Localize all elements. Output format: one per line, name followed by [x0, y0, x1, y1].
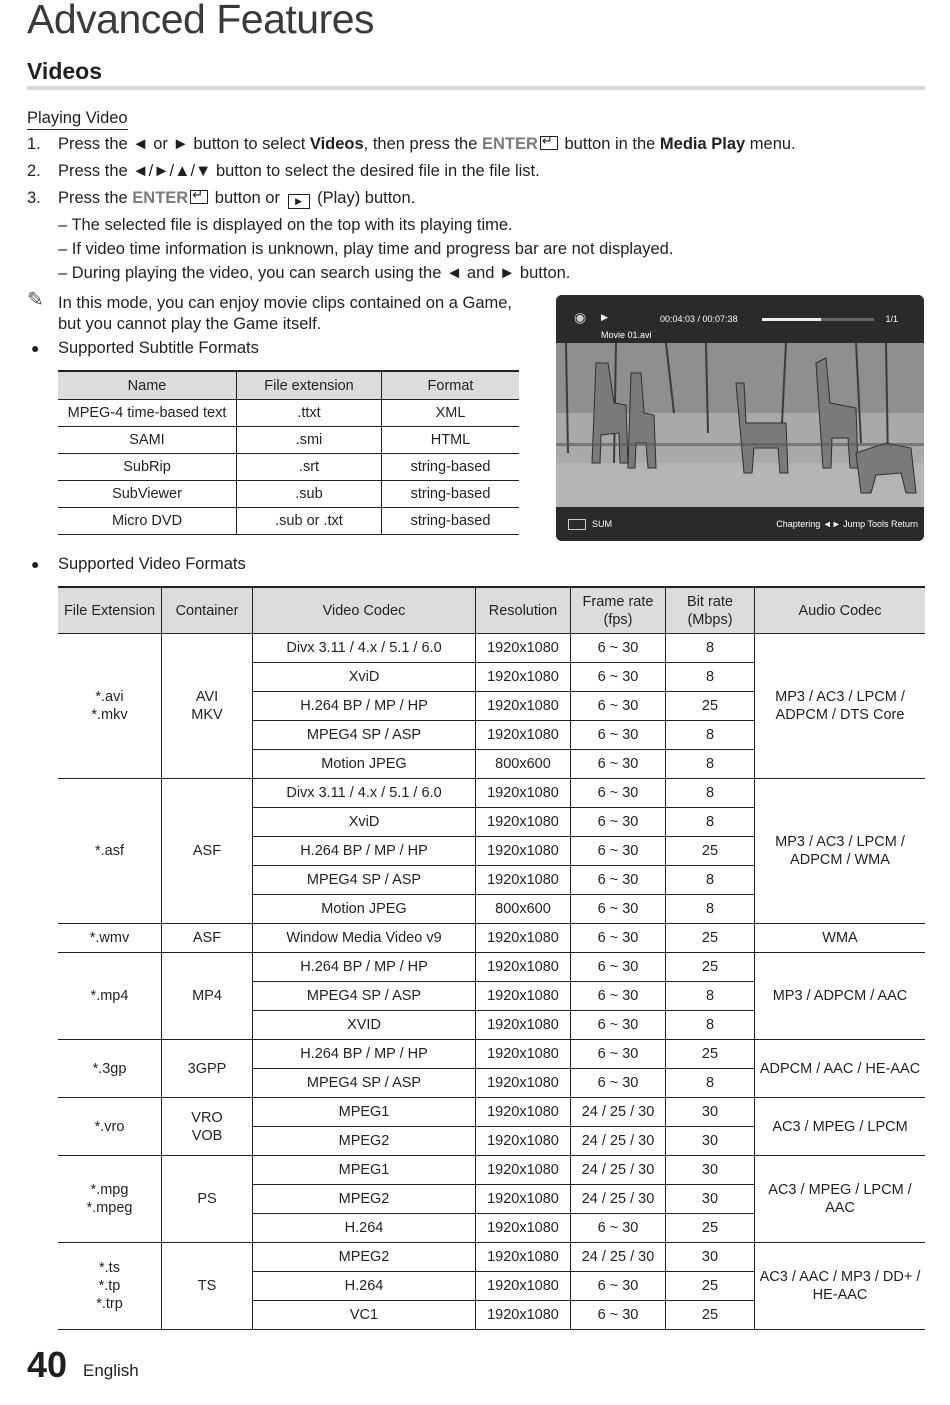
table-cell: 25: [666, 1272, 755, 1301]
column-header: Audio Codec: [755, 587, 926, 634]
play-icon: ▶: [601, 312, 608, 322]
table-cell: 24 / 25 / 30: [571, 1156, 666, 1185]
progress-bar: [762, 318, 874, 321]
table-cell: HTML: [382, 427, 520, 454]
table-cell: 1920x1080: [476, 924, 571, 953]
table-cell: MPEG1: [253, 1156, 476, 1185]
table-cell: 8: [666, 634, 755, 663]
table-cell: 1920x1080: [476, 808, 571, 837]
player-time: 00:04:03 / 00:07:38: [660, 314, 738, 324]
table-cell: 1920x1080: [476, 837, 571, 866]
table-cell: 8: [666, 1011, 755, 1040]
column-header: Frame rate (fps): [571, 587, 666, 634]
table-cell: 8: [666, 982, 755, 1011]
player-filename: Movie 01.avi: [601, 330, 652, 340]
table-cell: 30: [666, 1243, 755, 1272]
page-number: 40: [27, 1344, 68, 1385]
table-row: [58, 634, 925, 663]
audio-codec-cell: AC3 / MPEG / LPCM: [755, 1098, 926, 1156]
table-row: [58, 481, 519, 508]
table-cell: 6 ~ 30: [571, 663, 666, 692]
table-cell: 6 ~ 30: [571, 692, 666, 721]
file-extension-cell: *.mpg *.mpeg: [58, 1156, 162, 1243]
table-cell: 25: [666, 1214, 755, 1243]
file-extension-cell: *.avi *.mkv: [58, 634, 162, 779]
container-cell: AVI MKV: [162, 634, 253, 779]
table-cell: MPEG2: [253, 1127, 476, 1156]
table-cell: 1920x1080: [476, 779, 571, 808]
table-cell: 25: [666, 924, 755, 953]
table-row: [58, 779, 925, 808]
player-top-bar: [556, 295, 924, 343]
table-cell: 24 / 25 / 30: [571, 1098, 666, 1127]
table-cell: string-based: [382, 481, 520, 508]
table-cell: 6 ~ 30: [571, 1214, 666, 1243]
table-cell: SAMI: [58, 427, 237, 454]
table-cell: MPEG-4 time-based text: [58, 400, 237, 427]
table-row: [58, 400, 519, 427]
column-header: File Extension: [58, 587, 162, 634]
table-cell: 6 ~ 30: [571, 634, 666, 663]
player-sum-label: SUM: [592, 519, 612, 529]
container-cell: ASF: [162, 779, 253, 924]
video-player-screenshot: [556, 295, 924, 541]
table-cell: 6 ~ 30: [571, 750, 666, 779]
footer-language: English: [83, 1361, 139, 1380]
table-cell: 8: [666, 808, 755, 837]
table-cell: 24 / 25 / 30: [571, 1243, 666, 1272]
container-cell: MP4: [162, 953, 253, 1040]
video-frame-image: [556, 343, 924, 507]
table-row: [58, 508, 519, 535]
file-extension-cell: *.3gp: [58, 1040, 162, 1098]
table-row: [58, 924, 925, 953]
table-cell: 1920x1080: [476, 1156, 571, 1185]
table-cell: Motion JPEG: [253, 750, 476, 779]
container-cell: PS: [162, 1156, 253, 1243]
table-cell: 6 ~ 30: [571, 1069, 666, 1098]
audio-codec-cell: AC3 / MPEG / LPCM / AAC: [755, 1156, 926, 1243]
file-extension-cell: *.asf: [58, 779, 162, 924]
dash-note-1: – The selected file is displayed on the top with its playing time.: [58, 216, 513, 234]
bullet-video-formats: ● Supported Video Formats: [31, 555, 246, 573]
table-cell: 8: [666, 663, 755, 692]
table-cell: H.264 BP / MP / HP: [253, 837, 476, 866]
table-cell: 8: [666, 895, 755, 924]
table-cell: 800x600: [476, 750, 571, 779]
table-cell: 1920x1080: [476, 982, 571, 1011]
table-cell: XML: [382, 400, 520, 427]
note: ✎ In this mode, you can enjoy movie clips contained on a Game, but you cannot play the Game itself.: [27, 289, 512, 333]
dash-note-3: – During playing the video, you can search using the ◄ and ► button.: [58, 264, 571, 282]
table-cell: 6 ~ 30: [571, 1272, 666, 1301]
table-cell: H.264 BP / MP / HP: [253, 1040, 476, 1069]
bullet-icon: ●: [31, 340, 40, 356]
progress-fill: [762, 318, 821, 321]
column-header: Container: [162, 587, 253, 634]
enter-icon: [540, 136, 558, 150]
table-cell: 1920x1080: [476, 1127, 571, 1156]
file-extension-cell: *.ts *.tp *.trp: [58, 1243, 162, 1330]
table-cell: MPEG2: [253, 1243, 476, 1272]
table-cell: 30: [666, 1156, 755, 1185]
table-cell: MPEG1: [253, 1098, 476, 1127]
giraffe-scene: [556, 343, 924, 507]
table-cell: 6 ~ 30: [571, 982, 666, 1011]
table-row: [58, 953, 925, 982]
table-cell: Motion JPEG: [253, 895, 476, 924]
table-cell: Micro DVD: [58, 508, 237, 535]
section-divider: [27, 86, 925, 90]
player-count: 1/1: [885, 314, 898, 324]
table-cell: 25: [666, 837, 755, 866]
table-cell: H.264: [253, 1272, 476, 1301]
audio-codec-cell: MP3 / ADPCM / AAC: [755, 953, 926, 1040]
table-cell: MPEG4 SP / ASP: [253, 866, 476, 895]
column-header: Resolution: [476, 587, 571, 634]
table-cell: 1920x1080: [476, 1011, 571, 1040]
table-cell: Divx 3.11 / 4.x / 5.1 / 6.0: [253, 634, 476, 663]
film-reel-icon: ◉: [574, 309, 587, 325]
column-header: Format: [382, 371, 520, 400]
table-cell: 1920x1080: [476, 953, 571, 982]
container-cell: TS: [162, 1243, 253, 1330]
table-cell: 800x600: [476, 895, 571, 924]
step-1: 1. Press the ◄ or ► button to select Videos, then press the ENTER↵ button in the Media Play menu.: [27, 135, 796, 154]
table-cell: 8: [666, 866, 755, 895]
audio-codec-cell: MP3 / AC3 / LPCM / ADPCM / WMA: [755, 779, 926, 924]
table-cell: MPEG4 SP / ASP: [253, 1069, 476, 1098]
table-cell: 1920x1080: [476, 1214, 571, 1243]
table-row: [58, 1243, 925, 1272]
pencil-icon: ✎: [27, 289, 44, 311]
table-cell: 6 ~ 30: [571, 1301, 666, 1330]
file-extension-cell: *.mp4: [58, 953, 162, 1040]
column-header: Name: [58, 371, 237, 400]
table-row: [58, 427, 519, 454]
table-cell: 8: [666, 750, 755, 779]
enter-icon: [190, 190, 208, 204]
table-cell: 24 / 25 / 30: [571, 1185, 666, 1214]
table-cell: 1920x1080: [476, 1272, 571, 1301]
table-cell: Divx 3.11 / 4.x / 5.1 / 6.0: [253, 779, 476, 808]
subheading: Playing Video: [27, 109, 128, 130]
play-icon: ▶: [288, 194, 310, 209]
bullet-icon: ●: [31, 556, 40, 572]
step-2: 2. Press the ◄/►/▲/▼ button to select the desired file in the file list.: [27, 162, 540, 180]
table-row: [58, 1098, 925, 1127]
table-cell: SubRip: [58, 454, 237, 481]
column-header: Bit rate (Mbps): [666, 587, 755, 634]
table-cell: 1920x1080: [476, 721, 571, 750]
table-cell: 1920x1080: [476, 1040, 571, 1069]
table-cell: SubViewer: [58, 481, 237, 508]
file-extension-cell: *.vro: [58, 1098, 162, 1156]
table-cell: 1920x1080: [476, 1243, 571, 1272]
table-cell: 6 ~ 30: [571, 1011, 666, 1040]
table-cell: 30: [666, 1185, 755, 1214]
table-cell: 8: [666, 721, 755, 750]
column-header: Video Codec: [253, 587, 476, 634]
table-cell: H.264: [253, 1214, 476, 1243]
table-row: [58, 1040, 925, 1069]
table-cell: 6 ~ 30: [571, 808, 666, 837]
container-cell: 3GPP: [162, 1040, 253, 1098]
table-cell: XviD: [253, 663, 476, 692]
table-cell: 8: [666, 1069, 755, 1098]
table-cell: 6 ~ 30: [571, 1040, 666, 1069]
table-cell: XviD: [253, 808, 476, 837]
table-cell: 6 ~ 30: [571, 837, 666, 866]
table-cell: H.264 BP / MP / HP: [253, 692, 476, 721]
table-cell: 25: [666, 953, 755, 982]
table-cell: MPEG4 SP / ASP: [253, 982, 476, 1011]
table-cell: 6 ~ 30: [571, 953, 666, 982]
table-cell: 30: [666, 1127, 755, 1156]
table-cell: 30: [666, 1098, 755, 1127]
table-cell: 1920x1080: [476, 1301, 571, 1330]
subtitle-formats-table: [58, 370, 519, 535]
sum-icon: [568, 519, 586, 530]
bullet-subtitle-formats: ● Supported Subtitle Formats: [31, 339, 259, 357]
table-cell: 1920x1080: [476, 634, 571, 663]
audio-codec-cell: MP3 / AC3 / LPCM / ADPCM / DTS Core: [755, 634, 926, 779]
table-cell: 8: [666, 779, 755, 808]
container-cell: ASF: [162, 924, 253, 953]
table-cell: 6 ~ 30: [571, 895, 666, 924]
table-cell: .srt: [237, 454, 382, 481]
table-cell: 24 / 25 / 30: [571, 1127, 666, 1156]
table-cell: 25: [666, 1040, 755, 1069]
video-formats-table: [58, 586, 925, 1330]
table-cell: .smi: [237, 427, 382, 454]
table-cell: .sub or .txt: [237, 508, 382, 535]
table-cell: MPEG2: [253, 1185, 476, 1214]
table-cell: 1920x1080: [476, 1185, 571, 1214]
step-3: 3. Press the ENTER↵ button or ▶ (Play) button.: [27, 189, 415, 209]
file-extension-cell: *.wmv: [58, 924, 162, 953]
table-cell: 1920x1080: [476, 692, 571, 721]
table-cell: 1920x1080: [476, 663, 571, 692]
table-cell: 25: [666, 692, 755, 721]
player-bottom-bar: [556, 507, 924, 541]
table-cell: H.264 BP / MP / HP: [253, 953, 476, 982]
table-cell: .ttxt: [237, 400, 382, 427]
table-cell: 6 ~ 30: [571, 721, 666, 750]
table-row: [58, 454, 519, 481]
table-cell: MPEG4 SP / ASP: [253, 721, 476, 750]
table-cell: string-based: [382, 454, 520, 481]
audio-codec-cell: AC3 / AAC / MP3 / DD+ / HE-AAC: [755, 1243, 926, 1330]
dash-note-2: – If video time information is unknown, play time and progress bar are not displayed.: [58, 240, 674, 258]
table-cell: 6 ~ 30: [571, 924, 666, 953]
table-cell: 1920x1080: [476, 866, 571, 895]
audio-codec-cell: ADPCM / AAC / HE-AAC: [755, 1040, 926, 1098]
section-title: Videos: [27, 58, 102, 84]
table-row: [58, 1156, 925, 1185]
table-cell: 1920x1080: [476, 1098, 571, 1127]
table-cell: 6 ~ 30: [571, 866, 666, 895]
table-cell: 25: [666, 1301, 755, 1330]
chapter-title: Advanced Features: [27, 0, 375, 42]
table-cell: XVID: [253, 1011, 476, 1040]
column-header: File extension: [237, 371, 382, 400]
table-cell: 6 ~ 30: [571, 779, 666, 808]
table-cell: Window Media Video v9: [253, 924, 476, 953]
table-cell: .sub: [237, 481, 382, 508]
player-controls-hint: Chaptering ◄► Jump Tools Return: [776, 519, 918, 529]
table-cell: VC1: [253, 1301, 476, 1330]
container-cell: VRO VOB: [162, 1098, 253, 1156]
audio-codec-cell: WMA: [755, 924, 926, 953]
table-cell: string-based: [382, 508, 520, 535]
table-cell: 1920x1080: [476, 1069, 571, 1098]
